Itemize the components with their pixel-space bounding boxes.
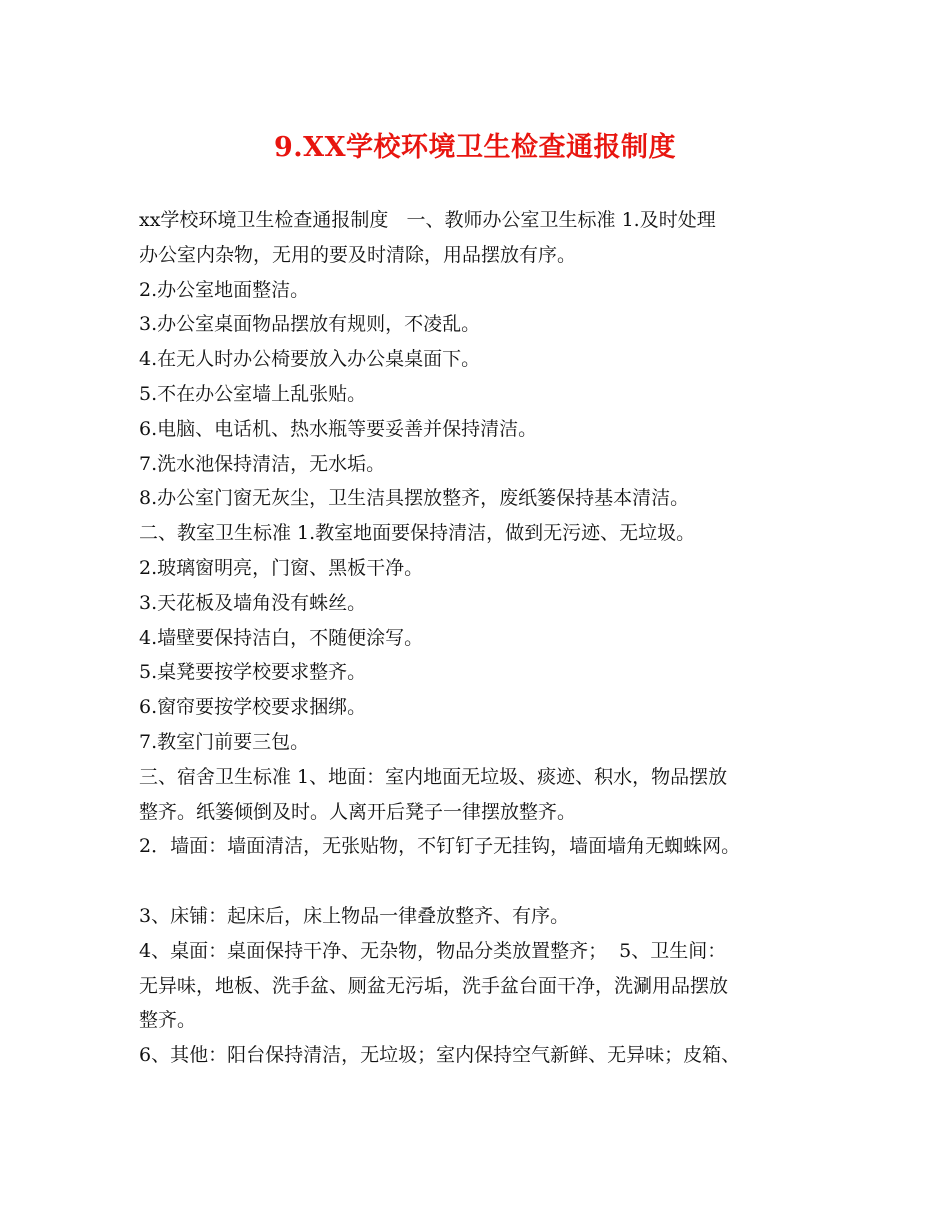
text-line: 二、教室卫生标准 1.教室地面要保持清洁，做到无污迹、无垃圾。 [139,522,696,545]
text-line: 2.办公室地面整洁。 [139,278,310,301]
document-body [139,203,829,1073]
text-line: 6、其他：阳台保持清洁，无垃圾；室内保持空气新鲜、无异味；皮箱、 [139,1044,741,1067]
document-title: 9.XX学校环境卫生检查通报制度 [273,132,677,163]
blank-line [139,864,829,899]
text-line: 6.电脑、电话机、热水瓶等要妥善并保持清洁。 [139,417,538,440]
text-line: 7.洗水池保持清洁，无水垢。 [139,452,386,475]
text-line: 4、桌面：桌面保持干净、无杂物，物品分类放置整齐； 5、卫生间： [139,939,727,962]
text-line: 整齐。 [139,1009,197,1032]
text-line: 整齐。纸篓倾倒及时。人离开后凳子一律摆放整齐。 [139,800,577,823]
text-line: 2．墙面：墙面清洁，无张贴物，不钉钉子无挂钩，墙面墙角无蜘蛛网。 [139,835,741,858]
text-line: xx学校环境卫生检查通报制度 一、教师办公室卫生标准 1.及时处理 [139,209,716,231]
text-line: 办公室内杂物，无用的要及时清除，用品摆放有序。 [139,243,577,266]
text-line: 8.办公室门窗无灰尘，卫生洁具摆放整齐，废纸篓保持基本清洁。 [139,487,690,510]
text-line: 7.教室门前要三包。 [139,730,310,753]
text-line: 6.窗帘要按学校要求捆绑。 [139,696,367,719]
text-line: 3.办公室桌面物品摆放有规则，不凌乱。 [139,313,481,336]
text-line: 无异味，地板、洗手盆、厕盆无污垢，洗手盆台面干净，洗涮用品摆放 [139,974,729,997]
text-line: 三、宿舍卫生标准 1、地面：室内地面无垃圾、痰迹、积水，物品摆放 [139,765,728,788]
text-line: 5.不在办公室墙上乱张贴。 [139,382,367,405]
text-line: 2.玻璃窗明亮，门窗、黑板干净。 [139,556,424,579]
text-line: 4.墙壁要保持洁白，不随便涂写。 [139,626,424,649]
text-line: 3、床铺：起床后，床上物品一律叠放整齐、有序。 [139,904,570,927]
text-line: 5.桌凳要按学校要求整齐。 [139,661,367,684]
text-line: 3.天花板及墙角没有蛛丝。 [139,591,367,614]
text-line: 4.在无人时办公椅要放入办公桌桌面下。 [139,348,481,371]
